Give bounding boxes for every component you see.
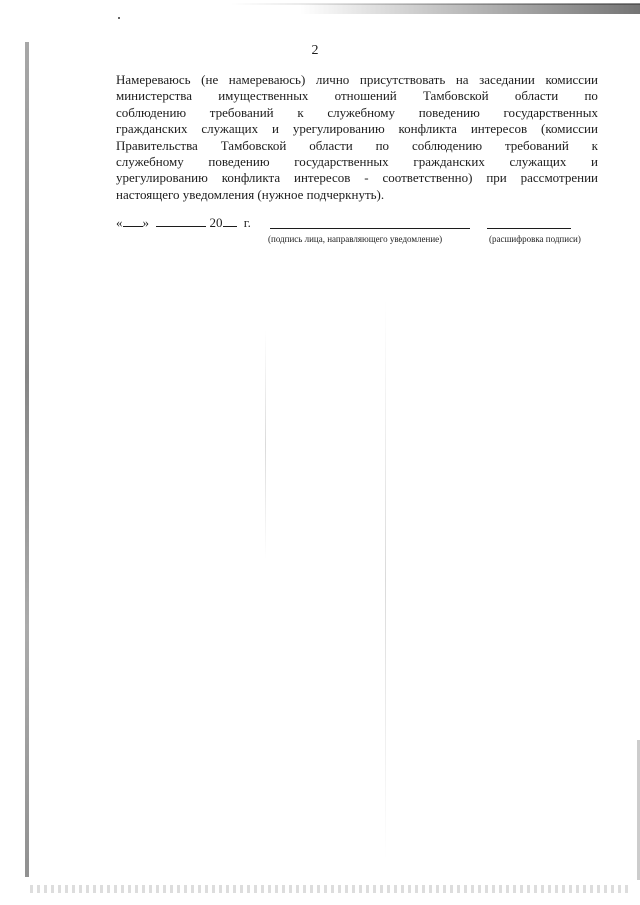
word: по: [584, 88, 598, 104]
word: урегулированию: [292, 121, 385, 137]
date-field: [116, 214, 251, 231]
word: соблюдению: [116, 104, 187, 120]
word: рассмотрении: [520, 170, 598, 186]
year-blank: [223, 214, 237, 227]
word: области: [514, 88, 559, 104]
word: к: [297, 104, 304, 120]
statement-paragraph: [116, 72, 598, 203]
word: конфликта: [398, 121, 457, 137]
word: лично: [315, 72, 350, 87]
word: служащих: [201, 121, 259, 137]
statement-line: [116, 105, 598, 121]
word: урегулированию: [116, 170, 208, 186]
statement-line: [116, 138, 598, 154]
word: на: [455, 72, 469, 87]
word: по: [375, 137, 390, 153]
word: отношений: [334, 88, 397, 104]
word: служебному: [327, 104, 396, 120]
word: интересов: [470, 121, 528, 137]
date-open-quote: «: [116, 215, 123, 230]
statement-line: [116, 88, 598, 104]
scan-fold-line: [385, 300, 386, 860]
word: поведению: [418, 104, 480, 120]
statement-line: [116, 170, 598, 186]
statement-line: [116, 154, 598, 170]
word: требований: [504, 137, 569, 153]
word: служащих: [509, 154, 567, 170]
word: к: [591, 137, 598, 153]
word: при: [486, 170, 507, 186]
signature-decoding-caption: (расшифровка подписи): [489, 234, 581, 244]
scan-shadow-top: [300, 4, 640, 14]
word: имущественных: [218, 88, 309, 104]
scan-shadow-left: [25, 42, 29, 877]
scan-speck: [118, 17, 120, 19]
word: служебному: [116, 154, 184, 170]
word: государственных: [503, 104, 598, 120]
year-prefix: 20: [209, 215, 223, 230]
scan-shadow-bottom: [30, 885, 630, 893]
statement-line: [116, 72, 598, 88]
word: конфликта: [221, 170, 281, 186]
word: государственных: [294, 154, 389, 170]
scan-fold-line: [265, 330, 266, 560]
page-number: 2: [311, 43, 319, 58]
word: гражданских: [116, 121, 188, 137]
word: соответственно): [382, 170, 473, 186]
day-blank: [123, 214, 143, 227]
word: поведению: [208, 154, 270, 170]
word: министерства: [116, 88, 193, 104]
word: (комиссии: [541, 121, 598, 137]
signature-caption: (подпись лица, направляющего уведомление): [268, 234, 443, 244]
scan-shadow-top-line: [230, 3, 640, 5]
word: требований: [209, 104, 274, 120]
year-suffix: г.: [243, 215, 251, 230]
word: Тамбовской: [422, 88, 489, 104]
word: и: [272, 121, 279, 137]
signature-line: [270, 228, 470, 229]
word: намереваюсь): [228, 72, 306, 87]
word: (не: [201, 72, 219, 87]
word: Намереваюсь: [116, 72, 191, 87]
word: соблюдению: [411, 137, 483, 153]
statement-line-last: настоящего уведомления (нужное подчеркнуть).: [116, 186, 385, 202]
word: и: [591, 154, 598, 170]
word: присутствовать: [359, 72, 446, 87]
month-blank: [156, 214, 206, 227]
date-close-quote: »: [142, 215, 149, 230]
word: области: [309, 137, 353, 153]
word: Тамбовской: [220, 137, 287, 153]
word: -: [364, 170, 369, 186]
word: интересов: [294, 170, 351, 186]
statement-line: [116, 121, 598, 137]
word: комиссии: [545, 72, 598, 87]
word: Правительства: [116, 137, 198, 153]
signature-decoding-line: [487, 228, 571, 229]
word: гражданских: [413, 154, 485, 170]
word: заседании: [479, 72, 535, 87]
